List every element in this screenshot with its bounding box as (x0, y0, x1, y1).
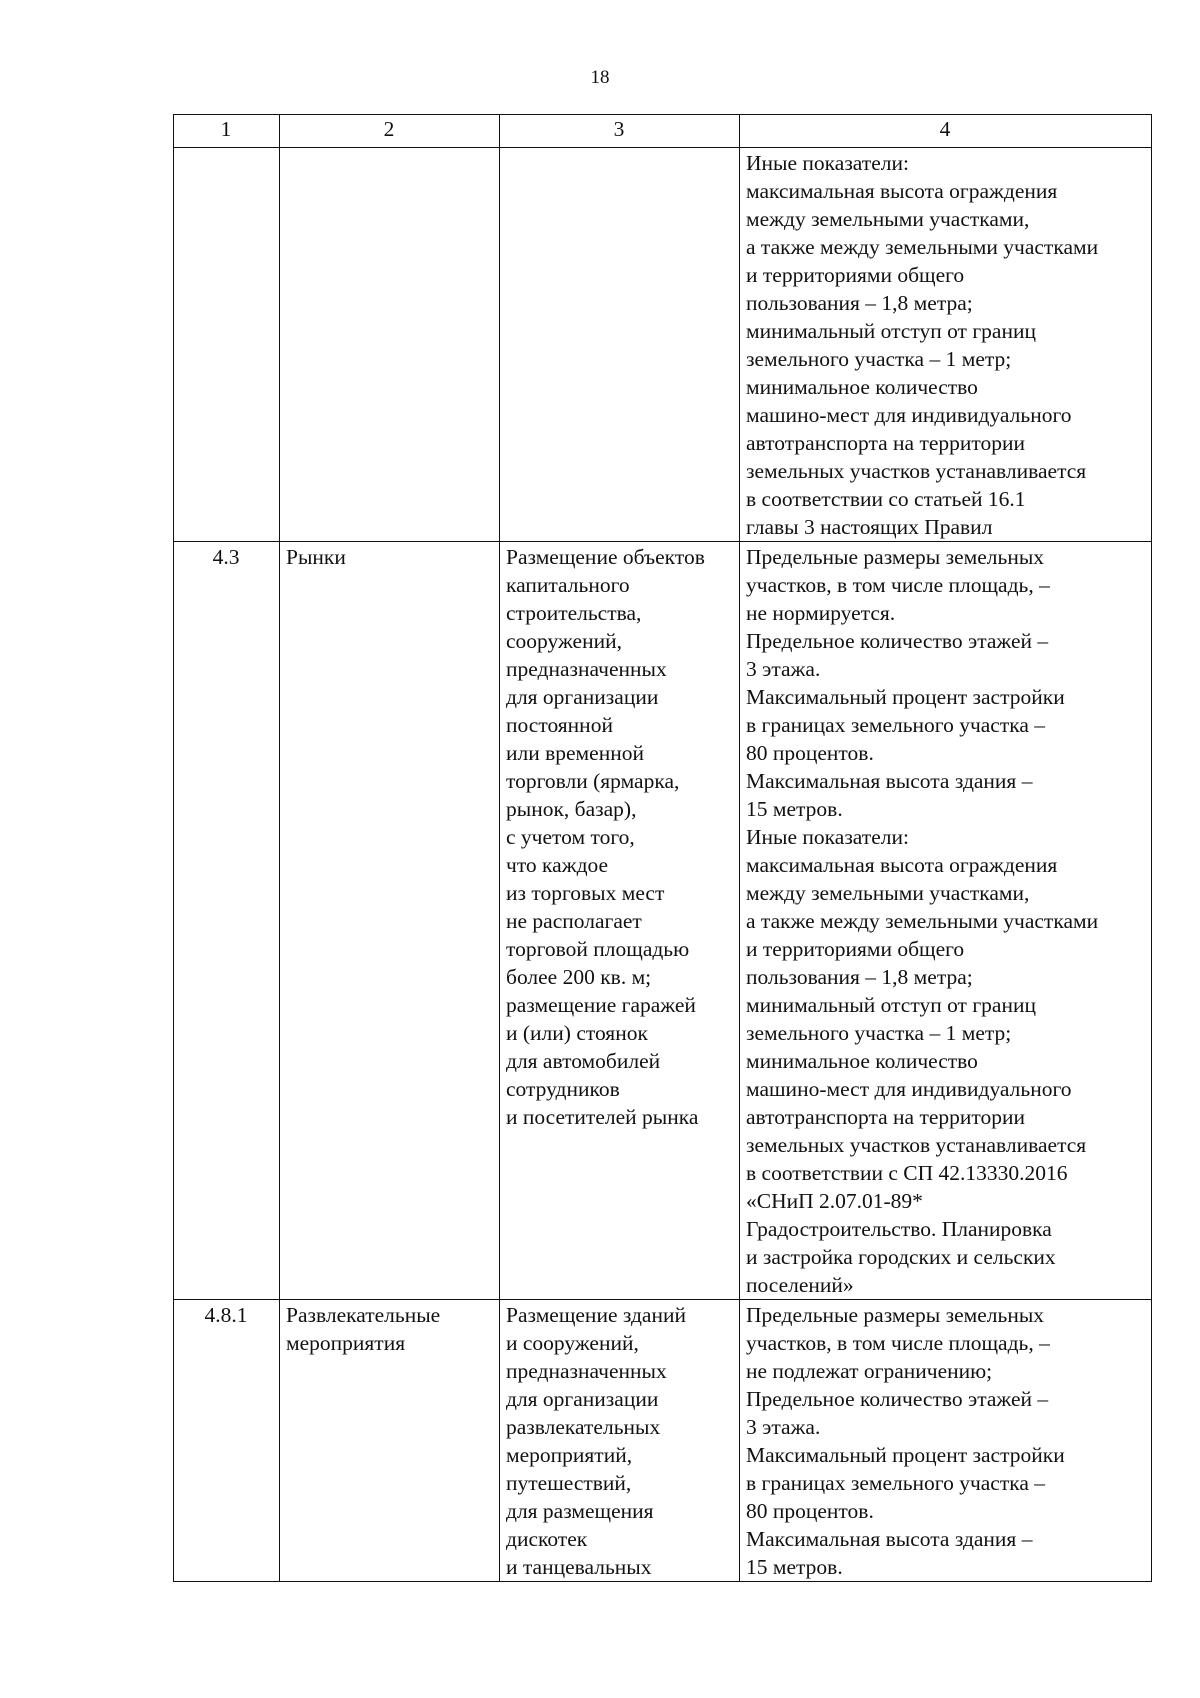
cell-code: 4.3 (174, 542, 280, 1300)
table-header-row (174, 115, 1152, 148)
cell-name: Развлекательные мероприятия (280, 1300, 500, 1582)
cell-parameters: Предельные размеры земельных участков, в том числе площадь, – не нормируется. Предельное количество этажей – 3 этажа. Максимальный процент застройки в границах земельного участка – 80 процентов. Максимальная высота здания – 15 метров. Иные показатели: максимальная высота ограждения между земельными участками, а также между земельными участками и территориями общего пользования – 1,8 метра; минимальный отступ от границ земельного участка – 1 метр; минимальное количество машино-мест для индивидуального автотранспорта на территории земельных участков устанавливается в соответствии с СП 42.13330.2016 «СНиП 2.07.01-89* Градостроительство. Планировка и застройка городских и сельских поселений» (740, 542, 1152, 1300)
table-row-markets (174, 542, 1152, 1300)
page-number: 18 (590, 67, 610, 88)
table-row-entertainment (174, 1300, 1152, 1582)
cell-code: 4.8.1 (174, 1300, 280, 1582)
column-header-1: 1 (174, 115, 280, 148)
cell-parameters: Предельные размеры земельных участков, в том числе площадь, – не подлежат ограничению; Предельное количество этажей – 3 этажа. Максимальный процент застройки в границах земельного участка – 80 процентов. Максимальная высота здания – 15 метров. (740, 1300, 1152, 1582)
cell-parameters: Иные показатели: максимальная высота ограждения между земельными участками, а также между земельными участками и территориями общего пользования – 1,8 метра; минимальный отступ от границ земельного участка – 1 метр; минимальное количество машино-мест для индивидуального автотранспорта на территории земельных участков устанавливается в соответствии со статьей 16.1 главы 3 настоящих Правил (740, 148, 1152, 542)
zoning-table (173, 114, 1152, 1582)
cell-description: Размещение объектов капитального строительства, сооружений, предназначенных для организации постоянной или временной торговли (ярмарка, рынок, базар), с учетом того, что каждое из торговых мест не располагает торговой площадью более 200 кв. м; размещение гаражей и (или) стоянок для автомобилей сотрудников и посетителей рынка (500, 542, 740, 1300)
table-row-continuation (174, 148, 1152, 542)
cell-code (174, 148, 280, 542)
cell-description (500, 148, 740, 542)
cell-name: Рынки (280, 542, 500, 1300)
column-header-3: 3 (500, 115, 740, 148)
column-header-4: 4 (740, 115, 1152, 148)
cell-name (280, 148, 500, 542)
column-header-2: 2 (280, 115, 500, 148)
cell-description: Размещение зданий и сооружений, предназначенных для организации развлекательных мероприятий, путешествий, для размещения дискотек и танцевальных (500, 1300, 740, 1582)
